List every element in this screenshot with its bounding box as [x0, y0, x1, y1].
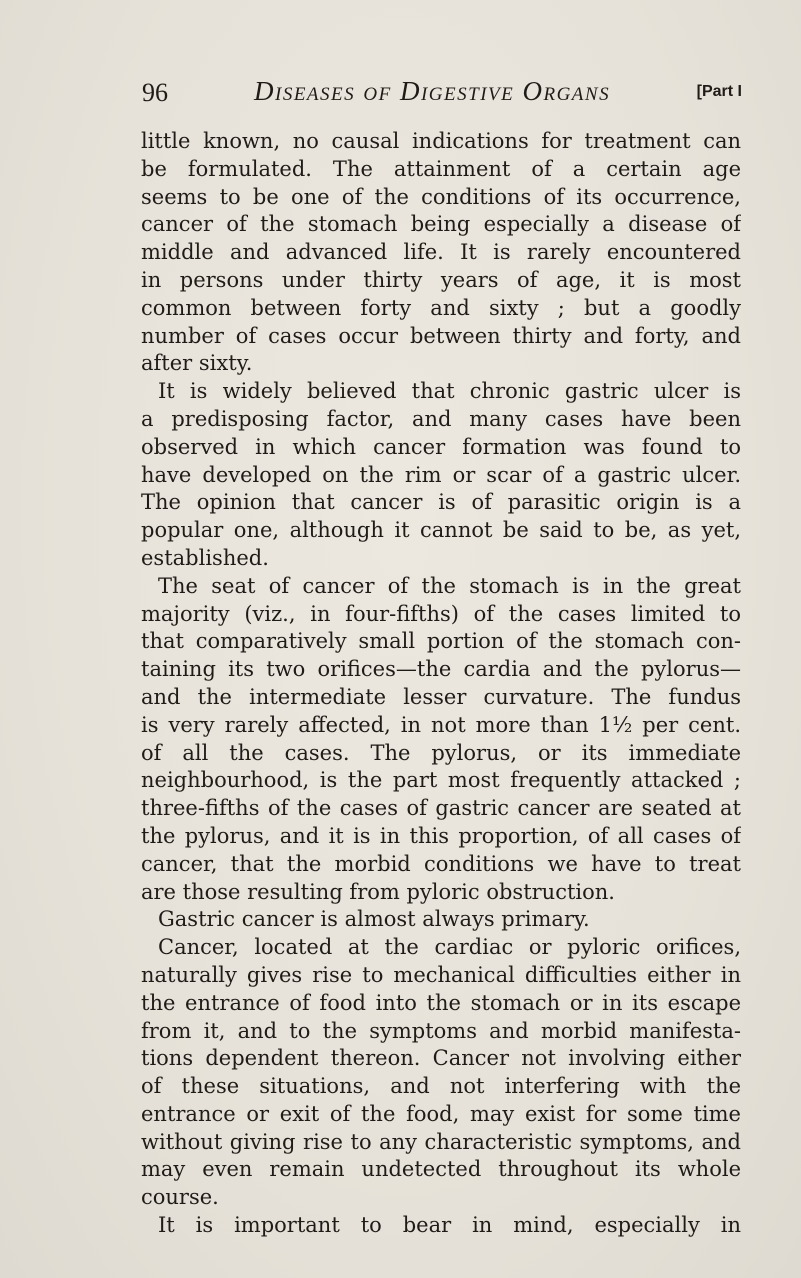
text-line: naturally gives rise to mechanical difficulties either in [141, 962, 741, 987]
text-line: taining its two orifices—the cardia and the pylorus— [141, 657, 741, 682]
text-line: The seat of cancer of the stomach is in the great [158, 573, 741, 598]
text-line: three-fifths of the cases of gastric cancer are seated at [141, 796, 741, 821]
text-line: common between forty and sixty ; but a goodly [141, 295, 741, 320]
text-line: in persons under thirty years of age, it is most [141, 267, 741, 292]
text-line: majority (viz., in four-fifths) of the cases limited to [141, 601, 741, 626]
text-line: entrance or exit of the food, may exist for some time [141, 1101, 741, 1126]
text-line: of these situations, and not interfering with the [141, 1074, 741, 1099]
text-line: without giving rise to any characteristic symptoms, and [141, 1129, 741, 1154]
text-line: after sixty. [141, 351, 253, 376]
text-line: It is important to bear in mind, especially in [158, 1213, 741, 1238]
page-header [142, 74, 742, 110]
part-label: [Part I [696, 83, 742, 100]
text-line: observed in which cancer formation was found to [141, 434, 741, 459]
text-line: middle and advanced life. It is rarely encountered [141, 240, 741, 265]
text-line: have developed on the rim or scar of a gastric ulcer. [141, 462, 741, 487]
body-text [141, 128, 741, 1240]
text-line: may even remain undetected throughout its whole [141, 1157, 741, 1182]
text-line: be formulated. The attainment of a certain age [141, 156, 741, 181]
text-line: little known, no causal indications for treatment can [141, 129, 741, 153]
text-line: is very rarely affected, in not more than 1½ per cent. [141, 712, 741, 737]
text-line: the pylorus, and it is in this proportion, of all cases of [141, 823, 741, 848]
text-line: are those resulting from pyloric obstruction. [141, 879, 615, 904]
text-line: from it, and to the symptoms and morbid manifesta- [141, 1018, 741, 1043]
text-line: seems to be one of the conditions of its occurrence, [141, 184, 741, 209]
text-line: number of cases occur between thirty and forty, and [141, 323, 741, 348]
text-line: The opinion that cancer is of parasitic origin is a [141, 490, 741, 515]
text-line: the entrance of food into the stomach or in its escape [141, 990, 741, 1015]
text-line: course. [141, 1185, 219, 1210]
text-line: It is widely believed that chronic gastric ulcer is [158, 379, 741, 404]
text-line: cancer of the stomach being especially a disease of [141, 212, 741, 237]
text-line: Gastric cancer is almost always primary. [158, 907, 590, 932]
text-line: Cancer, located at the cardiac or pyloric orifices, [158, 935, 741, 960]
text-line: neighbourhood, is the part most frequently attacked ; [141, 768, 741, 793]
text-line: cancer, that the morbid conditions we have to treat [141, 851, 741, 876]
running-title: Diseases of Digestive Organs [254, 76, 611, 106]
page-number: 96 [142, 78, 168, 107]
text-line: tions dependent thereon. Cancer not involving either [141, 1046, 741, 1071]
text-line: popular one, although it cannot be said to be, as yet, [141, 518, 741, 543]
text-line: and the intermediate lesser curvature. The fundus [141, 684, 741, 709]
text-line: of all the cases. The pylorus, or its immediate [141, 740, 741, 765]
text-line: that comparatively small portion of the stomach con- [141, 629, 741, 654]
text-line: a predisposing factor, and many cases have been [141, 406, 741, 431]
text-line: established. [141, 545, 269, 570]
